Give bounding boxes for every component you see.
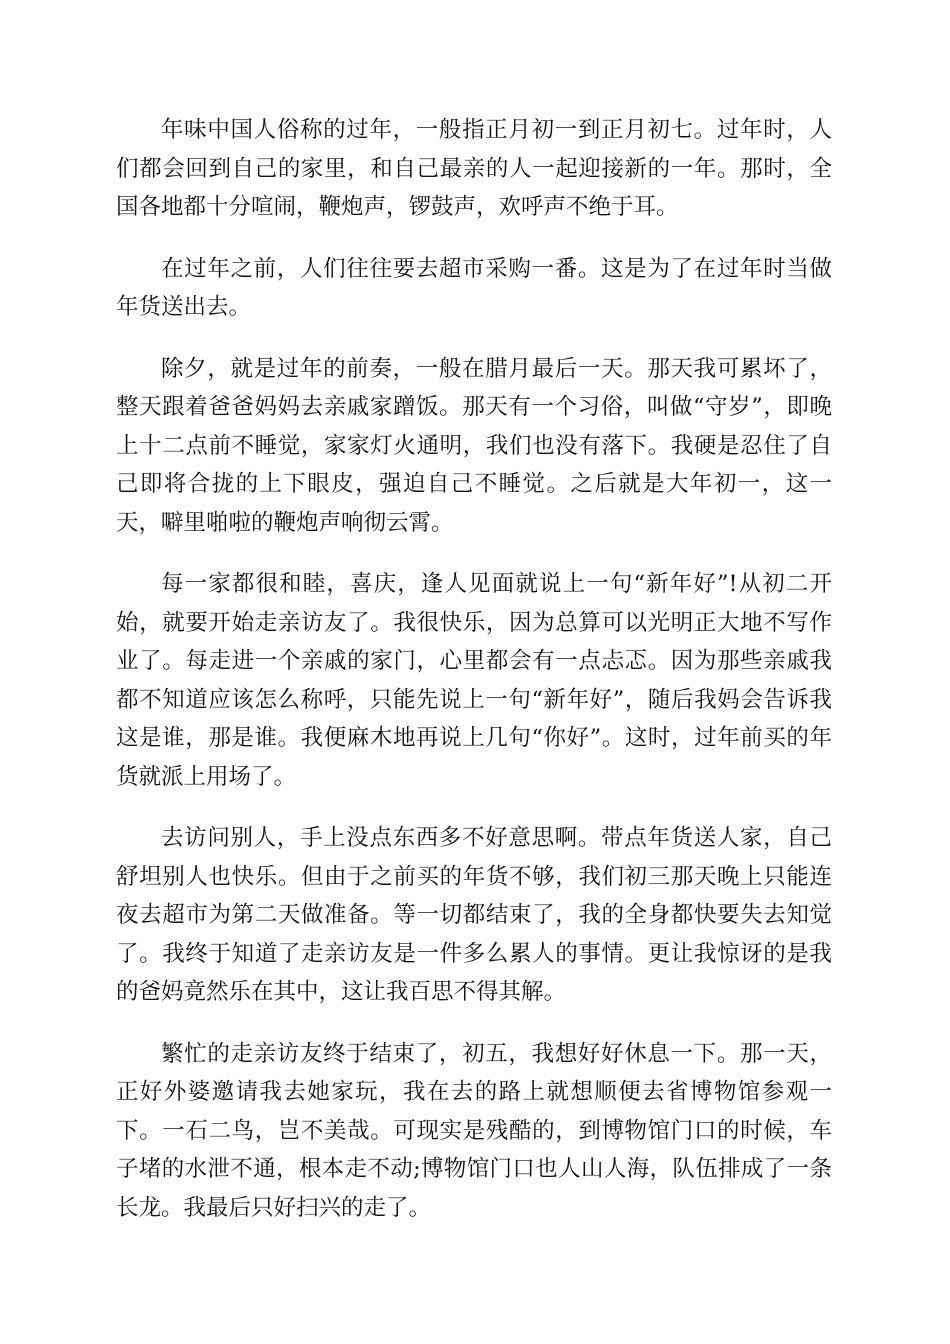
paragraph: 繁忙的走亲访友终于结束了，初五，我想好好休息一下。那一天，正好外婆邀请我去她家玩，我在去的路上就想顺便去省博物馆参观一下。一石二鸟，岂不美哉。可现实是残酷的，到博物馆门口的时候，车子堵的水泄不通，根本走不动;博物馆门口也人山人海，队伍排成了一条长龙。我最后只好扫兴的走了。 — [116, 1040, 832, 1221]
paragraph: 除夕，就是过年的前奏，一般在腊月最后一天。那天我可累坏了，整天跟着爸爸妈妈去亲戚家蹭饭。那天有一个习俗，叫做“守岁”，即晚上十二点前不睡觉，家家灯火通明，我们也没有落下。我硬是忍住了自己即将合拢的上下眼皮，强迫自己不睡觉。之后就是大年初一，这一天，噼里啪啦的鞭炮声响彻云霄。 — [116, 355, 832, 536]
paragraph: 在过年之前，人们往往要去超市采购一番。这是为了在过年时当做年货送出去。 — [116, 255, 832, 320]
paragraph: 每一家都很和睦，喜庆，逢人见面就说上一句“新年好”!从初二开始，就要开始走亲访友了。我很快乐，因为总算可以光明正大地不写作业了。每走进一个亲戚的家门，心里都会有一点忐忑。因为那些亲戚我都不知道应该怎么称呼，只能先说上一句“新年好”，随后我妈会告诉我这是谁，那是谁。我便麻木地再说上几句“你好”。这时，过年前买的年货就派上用场了。 — [116, 571, 832, 790]
document-body — [116, 111, 832, 1250]
paragraph: 年味中国人俗称的过年，一般指正月初一到正月初七。过年时，人们都会回到自己的家里，和自己最亲的人一起迎接新的一年。那时，全国各地都十分喧闹，鞭炮声，锣鼓声，欢呼声不绝于耳。 — [116, 117, 832, 220]
paragraph: 去访问别人，手上没点东西多不好意思啊。带点年货送人家，自己舒坦别人也快乐。但由于之前买的年货不够，我们初三那天晚上只能连夜去超市为第二天做准备。等一切都结束了，我的全身都快要失去知觉了。我终于知道了走亲访友是一件多么累人的事情。更让我惊讶的是我的爸妈竟然乐在其中，这让我百思不得其解。 — [116, 825, 832, 1005]
